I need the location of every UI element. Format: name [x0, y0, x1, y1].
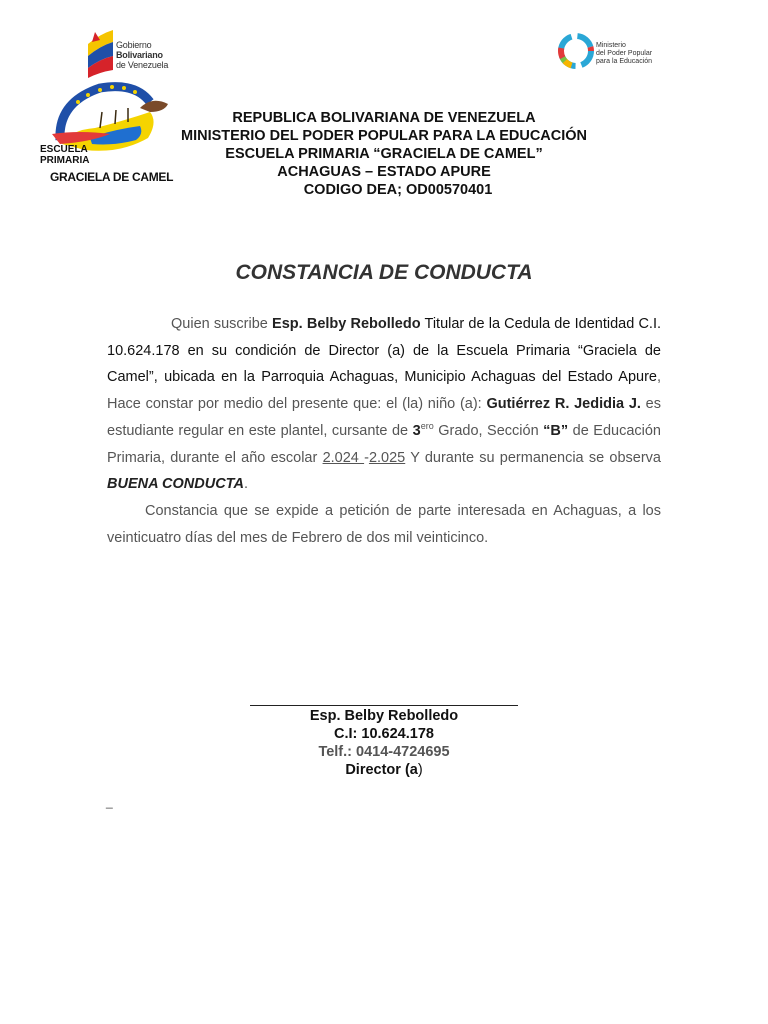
- text-run: en su condición de Director (a) de la Escuela Primaria “Graciela de Camel”, ubicada en la Parroquia Achaguas, Municipio Achaguas del Estado Apure: [107, 342, 661, 386]
- text-run: Quien suscribe: [171, 316, 273, 332]
- section-letter: “B”: [543, 422, 569, 439]
- conduct-rating: BUENA CONDUCTA: [107, 476, 244, 493]
- text-run: , Hace constar por medio del presente que: el (la) niño (a):: [107, 369, 661, 413]
- text-run: Grado, Sección: [433, 422, 544, 439]
- grade-ordinal: ero: [420, 420, 434, 431]
- logo-gov-line: de Venezuela: [116, 60, 169, 70]
- grade-number: 3: [412, 422, 421, 439]
- ci-number: 10.624.178: [107, 342, 180, 359]
- school-logo-line: ESCUELA: [40, 144, 88, 155]
- gobierno-bolivariano-logo: [86, 26, 176, 78]
- text-run: Titular de la Cedula de Identidad C.I.: [420, 316, 662, 332]
- document-title: CONSTANCIA DE CONDUCTA: [235, 261, 533, 284]
- text-run: .: [243, 476, 248, 493]
- body-paragraph-2: Constancia que se expide a petición de parte interesada en Achaguas, a los veinticuatro días del mes de Febrero de dos mil veinticinco.: [107, 502, 661, 546]
- logo-gov-line: Bolivariano: [116, 50, 163, 60]
- school-logo-line: PRIMARIA: [40, 155, 90, 166]
- signature-role: Director (a): [345, 762, 423, 778]
- footer-mark: _: [106, 795, 113, 809]
- header-ministry: MINISTERIO DEL PODER POPULAR PARA LA EDUCACIÓN: [180, 128, 588, 144]
- signature-ci: C.I: 10.624.178: [334, 726, 434, 742]
- document-body: [107, 311, 661, 551]
- document-header: [160, 109, 608, 199]
- logo-gov-line: Gobierno: [116, 40, 152, 50]
- signature-name: Esp. Belby Rebolledo: [309, 708, 459, 724]
- text-run: es estudiante regular en este plantel, cursante de: [107, 396, 661, 439]
- header-dea-code: CODIGO DEA; OD00570401: [303, 182, 493, 198]
- ministerio-educacion-logo: [556, 22, 666, 80]
- escuela-graciela-de-camel-logo: [40, 82, 172, 188]
- body-paragraph-1: [107, 311, 661, 498]
- ministry-ring-icon: [556, 22, 596, 80]
- text-run: Y durante su permanencia se observa: [405, 449, 661, 466]
- header-location: ACHAGUAS – ESTADO APURE: [277, 164, 491, 180]
- signature-block: [0, 707, 768, 779]
- logo-min-line: Ministerio: [596, 42, 626, 49]
- school-logo-name: GRACIELA DE CAMEL: [50, 170, 174, 184]
- logo-min-line: para la Educación: [596, 58, 653, 65]
- logo-min-line: del Poder Popular: [596, 50, 653, 57]
- venezuela-flag-icon: [86, 26, 116, 78]
- student-name: Gutiérrez R. Jedidia J.: [486, 396, 641, 413]
- header-school: ESCUELA PRIMARIA “GRACIELA DE CAMEL”: [225, 146, 543, 162]
- header-republic: REPUBLICA BOLIVARIANA DE VENEZUELA: [232, 110, 536, 126]
- signature-line: [250, 705, 518, 706]
- signature-phone: Telf.: 0414-4724695: [318, 744, 450, 760]
- signer-name: Esp. Belby Rebolledo: [272, 316, 421, 332]
- school-year-end: 2.025: [368, 449, 406, 466]
- text-run: -: [364, 449, 369, 466]
- text-run: de Educación Primaria, durante el año escolar: [107, 422, 661, 466]
- school-year-start: 2.024: [322, 449, 365, 466]
